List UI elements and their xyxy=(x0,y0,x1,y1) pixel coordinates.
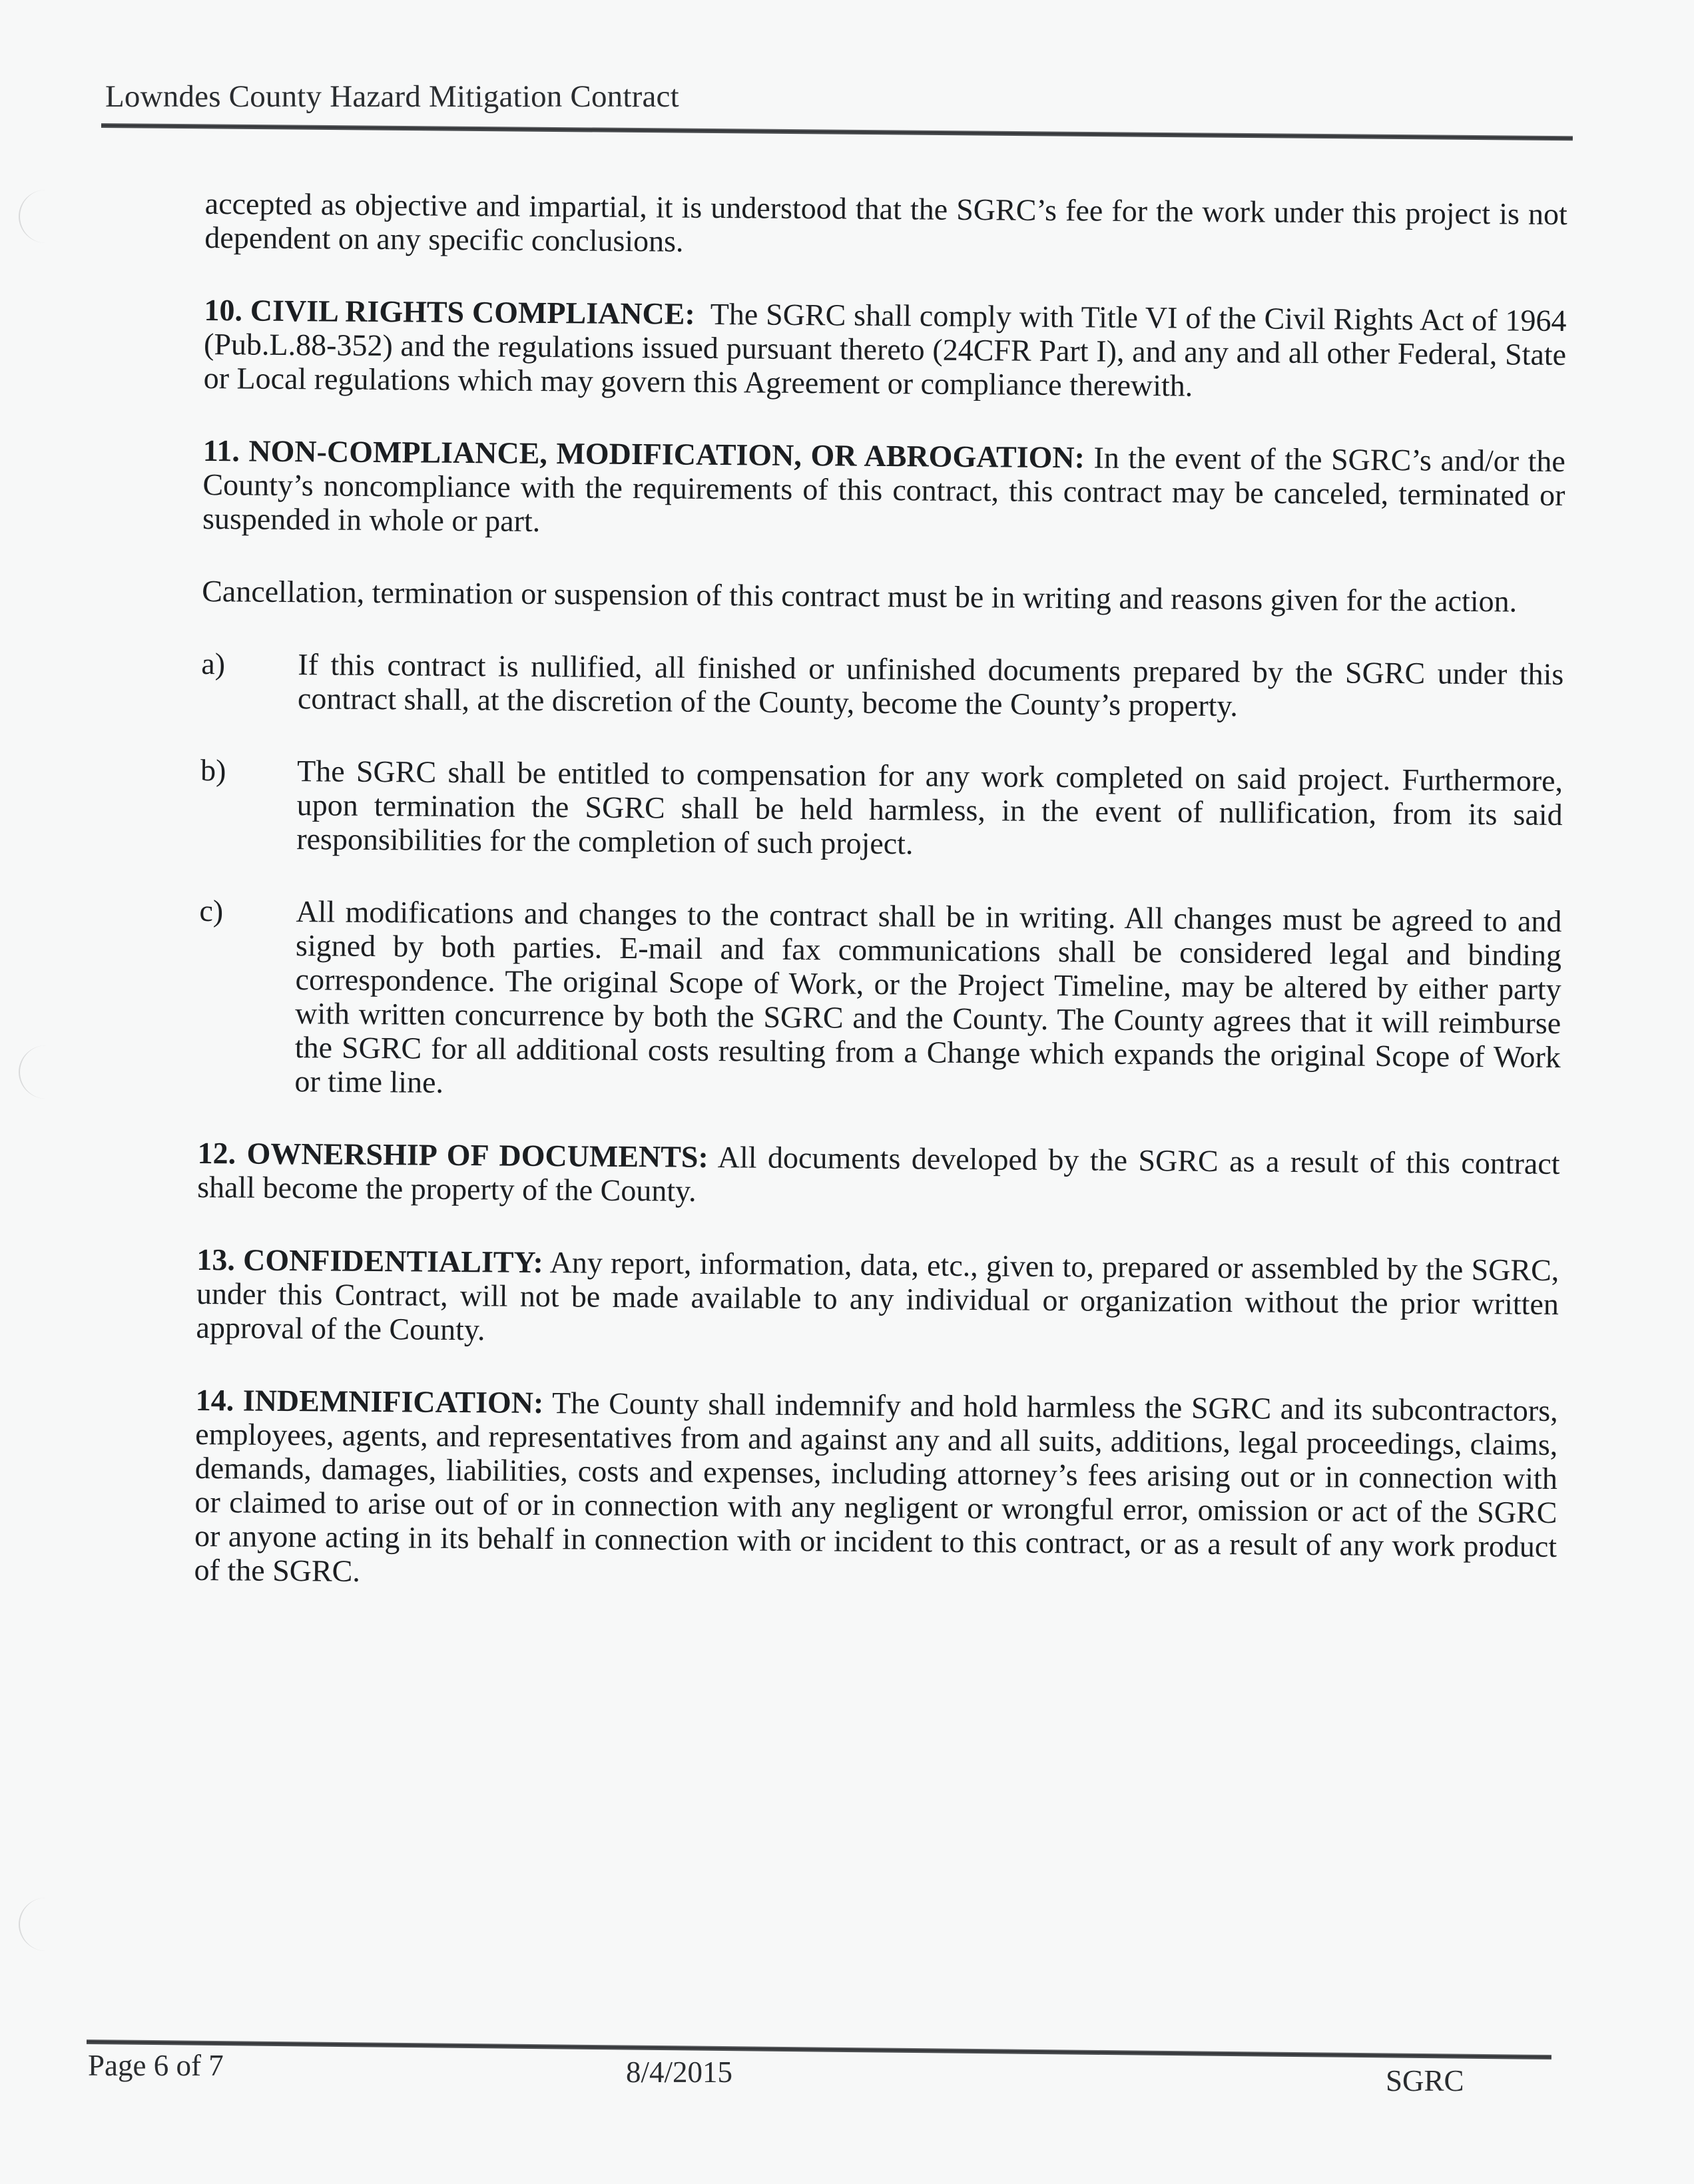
list-marker: c) xyxy=(199,893,224,928)
section-heading: 12. OWNERSHIP OF DOCUMENTS: xyxy=(197,1135,709,1174)
footer-organization: SGRC xyxy=(1386,2064,1464,2097)
punch-hole-mark xyxy=(19,1045,73,1099)
section-text: The SGRC shall comply with Title VI of the Civil Rights Act of 1964 (Pub.L.88-352) and the regulations issued pursuant thereto (24CFR Part I), and any and all other Federal, State or Local regulations which may govern this Agreement or compliance therewith. xyxy=(203,296,1567,403)
footer-page-number: Page 6 of 7 xyxy=(88,2049,224,2082)
list-text: If this contract is nullified, all finished or unfinished documents prepared by the SGRC under this contract shall, at the discretion of the County, become the County’s property. xyxy=(297,647,1564,723)
section-civil-rights xyxy=(204,293,1567,406)
punch-hole-mark xyxy=(19,190,73,243)
punch-hole-mark xyxy=(19,1898,73,1951)
section-ownership xyxy=(197,1136,1560,1215)
section-text: In the event of the SGRC’s and/or the County’s noncompliance with the requirements of this contract, this contract may be canceled, terminated or suspended in whole or part. xyxy=(202,440,1566,538)
footer-date: 8/4/2015 xyxy=(626,2055,733,2089)
section-heading: 13. CONFIDENTIALITY: xyxy=(196,1242,544,1280)
intro-paragraph: accepted as objective and impartial, it is understood that the SGRC’s fee for the work under this project is not dependent on any specific conclusions. xyxy=(204,186,1567,258)
section-non-compliance xyxy=(202,433,1565,546)
list-item xyxy=(200,753,1563,866)
section-indemnification xyxy=(194,1383,1557,1597)
document-body xyxy=(194,186,1567,1636)
section-heading: 10. CIVIL RIGHTS COMPLIANCE: xyxy=(204,292,695,331)
list-marker: a) xyxy=(201,646,226,681)
header-rule xyxy=(101,123,1573,140)
list-marker: b) xyxy=(200,752,226,788)
section-heading: 14. INDEMNIFICATION: xyxy=(195,1382,544,1420)
header-title: Lowndes County Hazard Mitigation Contract xyxy=(105,79,679,114)
section-confidentiality xyxy=(196,1242,1559,1355)
cancellation-paragraph: Cancellation, termination or suspension of this contract must be in writing and reasons given for the action. xyxy=(202,573,1518,619)
list-item xyxy=(201,647,1564,725)
section-heading: 11. NON-COMPLIANCE, MODIFICATION, OR ABROGATION: xyxy=(202,433,1085,475)
list-text: The SGRC shall be entitled to compensation for any work completed on said project. Furthermore, upon termination the SGRC shall be held harmless, in the event of nullification, from its said responsibilities for the completion of such project. xyxy=(296,754,1563,861)
list-text: All modifications and changes to the contract shall be in writing. All changes must be agreed to and signed by both parties. E-mail and fax communications shall be considered legal and binding correspondence. The original Scope of Work, or the Project Timeline, may be altered by either party with written concurrence by both the SGRC and the County. The County agrees that it will reimburse the SGRC for all additional costs resulting from a Change which expands the original Scope of Work or time line. xyxy=(294,894,1562,1099)
list-item xyxy=(198,894,1561,1108)
footer-rule xyxy=(87,2040,1552,2059)
section-text: All documents developed by the SGRC as a result of this contract shall become the property of the County. xyxy=(196,1140,1560,1208)
section-text: Any report, information, data, etc., given to, prepared or assembled by the SGRC, under this Contract, will not be made available to any individual or organization without the prior written approval of the County. xyxy=(196,1245,1559,1347)
section-text: The County shall indemnify and hold harmless the SGRC and its subcontractors, employees, agents, and representatives from and against any and all suits, additions, legal proceedings, claims, demands, damages, liabilities, costs and expenses, including attorney’s fees arising out or in connection with or claimed to arise out of or in connection with any negligent or wrongful error, omission or act of the SGRC or anyone acting in its behalf in connection with or incident to this contract, or as a result of any work product of the SGRC. xyxy=(194,1386,1558,1588)
